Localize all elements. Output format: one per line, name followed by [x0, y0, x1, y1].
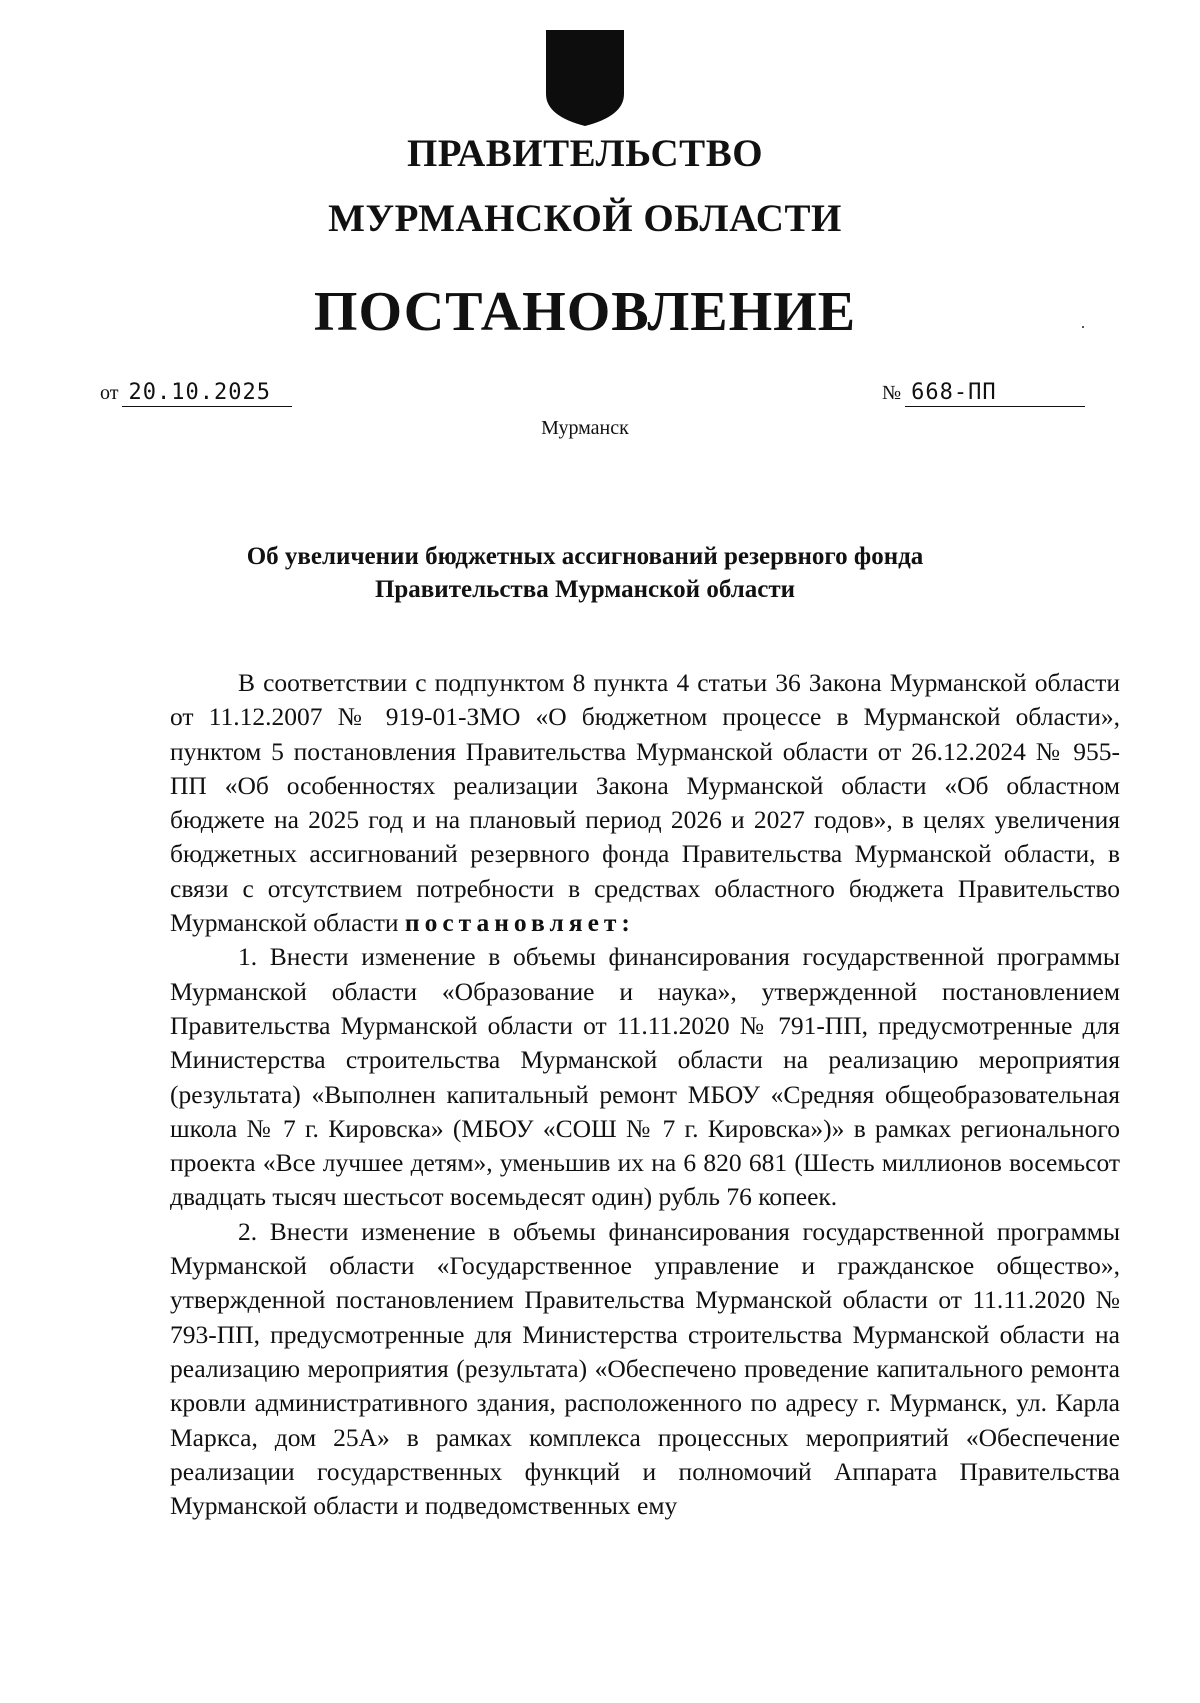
scan-speck [1082, 326, 1084, 328]
org-name-line1: ПРАВИТЕЛЬСТВО [406, 132, 764, 175]
document-type-title: ПОСТАНОВЛЕНИЕ [313, 281, 857, 343]
date-prefix: от [100, 382, 119, 404]
preamble-paragraph [170, 666, 1120, 940]
item-1-paragraph: 1. Внести изменение в объемы финансирования государственной программы Мурманской области «Образование и наука», утвержденной постановлением Правительства Мурманской области от 11.11.2020 № 791-ПП, предусмотренные для Министерства строительства Мурманской области на реализацию мероприятия (результата) «Выполнен капитальный ремонт МБОУ «Средняя общеобразовательная школа № 7 г. Кировска» (МБОУ «СОШ № 7 г. Кировска»)» в рамках регионального проекта «Все лучшее детям», уменьшив их на 6 820 681 (Шесть миллионов восемьсот двадцать тысяч шестьсот восемьдесят один) рубль 76 копеек. [170, 942, 1120, 1212]
subject-line1: Об увеличении бюджетных ассигнований резервного фонда [246, 543, 924, 570]
number-value: 668-ПП [905, 382, 1085, 407]
date-field [100, 382, 292, 407]
coat-of-arms-emblem [544, 28, 626, 128]
document-subject [180, 540, 990, 606]
number-prefix: № [882, 382, 902, 404]
preamble-text: В соответствии с подпунктом 8 пункта 4 статьи 36 Закона Мурманской области от 11.12.2007 № 919-01-ЗМО «О бюджетном процессе в Мурманской области», пунктом 5 постановления Правительства Мурманской области от 26.12.2024 № 955-ПП «Об особенностях реализации Закона Мурманской области «Об областном бюджете на 2025 год и на плановый период 2026 и 2027 годов», в целях увеличения бюджетных ассигнований резервного фонда Правительства Мурманской области, в связи с отсутствием потребности в средствах областного бюджета Правительство Мурманской области [170, 668, 1120, 938]
city-name: Мурманск [541, 417, 629, 439]
subject-line2: Правительства Мурманской области [374, 576, 796, 603]
org-name-line2: МУРМАНСКОЙ ОБЛАСТИ [328, 197, 842, 240]
decree-word: постановляет: [404, 908, 635, 938]
document-body [170, 666, 1120, 1523]
item-2-paragraph: 2. Внести изменение в объемы финансирования государственной программы Мурманской области «Государственное управление и гражданское общество», утвержденной постановлением Правительства Мурманской области от 11.11.2020 № 793-ПП, предусмотренные для Министерства строительства Мурманской области на реализацию мероприятия (результата) «Обеспечено проведение капитального ремонта кровли административного здания, расположенного по адресу г. Мурманск, ул. Карла Маркса, дом 25А» в рамках комплекса процессных мероприятий «Обеспечение реализации государственных функций и полномочий Аппарата Правительства Мурманской области и подведомственных ему [170, 1216, 1120, 1521]
number-field [882, 382, 1085, 407]
date-value: 20.10.2025 [122, 382, 292, 407]
